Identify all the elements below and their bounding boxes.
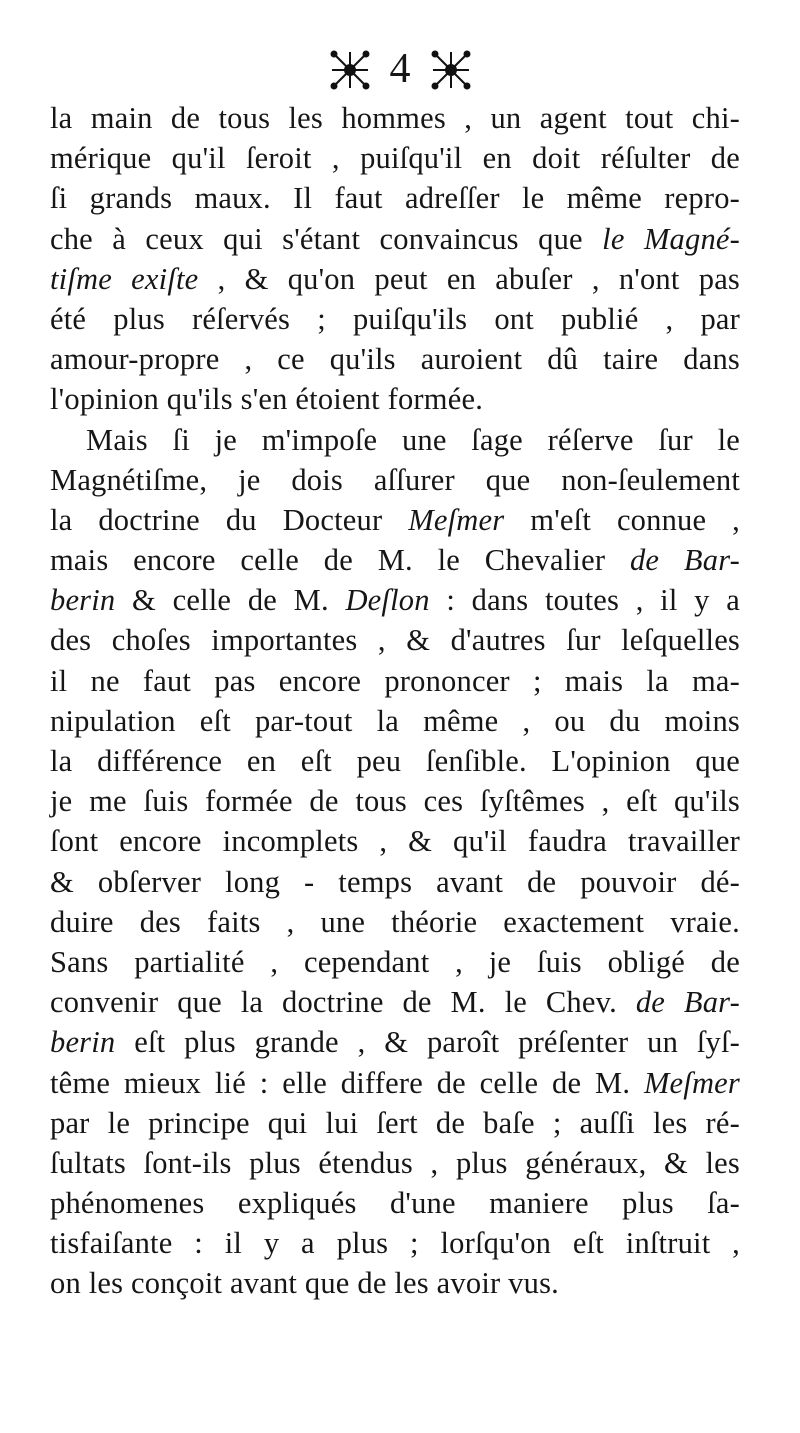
text-line: [50, 1183, 740, 1223]
text-line: [50, 460, 740, 500]
text-line: [50, 138, 740, 178]
text-segment: che à ceux qui s'étant convaincus que: [50, 221, 603, 256]
text-segment: phénomenes expliqués d'une maniere plus ſa-: [50, 1186, 740, 1221]
text-line: [50, 620, 740, 660]
text-segment: la différence en eſt peu ſenſible. L'opinion que: [50, 744, 740, 778]
fleuron-ornament-icon: [328, 48, 372, 92]
text-segment: ſont encore incomplets , & qu'il faudra travailler: [50, 824, 740, 859]
text-segment: duire des faits , une théorie exactement vraie.: [50, 904, 740, 939]
italic-text: berin: [50, 583, 116, 618]
text-segment: , & qu'on peut en abuſer , n'ont pas: [198, 261, 741, 296]
text-line: [50, 741, 740, 781]
body-text: [50, 98, 740, 1304]
text-segment: mais encore celle de M. le Chevalier: [50, 543, 630, 578]
text-segment: ſultats ſont-ils plus étendus , plus généraux, & les: [50, 1145, 740, 1180]
italic-text: de Bar-: [635, 985, 740, 1020]
text-line: [50, 540, 740, 580]
italic-text: Deſlon: [345, 583, 430, 618]
text-segment: tême mieux lié : elle differe de celle de M.: [50, 1065, 644, 1100]
text-segment: je me ſuis formée de tous ces ſyſtêmes , eſt qu'ils: [50, 784, 740, 819]
text-line: [50, 1263, 740, 1303]
text-segment: amour-propre , ce qu'ils auroient dû taire dans: [50, 342, 740, 377]
text-segment: Magnétiſme, je dois aſſurer que non-ſeulement: [50, 462, 740, 497]
text-line: [50, 420, 740, 460]
text-line: [50, 98, 740, 138]
text-segment: & celle de M.: [115, 583, 346, 618]
text-line: [50, 500, 740, 540]
text-segment: Mais ſi je m'impoſe une ſage réſerve ſur le: [86, 422, 740, 457]
text-line: [50, 982, 740, 1022]
italic-text: de Bar-: [629, 543, 741, 578]
text-segment: & obſerver long - temps avant de pouvoir dé-: [50, 864, 740, 899]
text-line: [50, 1103, 740, 1143]
page-header: [0, 40, 800, 100]
text-line: [50, 219, 740, 259]
text-line: [50, 299, 740, 339]
text-line: [50, 580, 740, 620]
text-line: [50, 902, 740, 942]
italic-text: berin: [50, 1025, 116, 1060]
text-segment: m'eſt connue ,: [504, 502, 740, 537]
italic-text: tiſme exiſte: [50, 261, 199, 296]
text-line: [50, 942, 740, 982]
text-line: [50, 661, 740, 701]
text-segment: tisfaiſante : il y a plus ; lorſqu'on eſt inſtruit ,: [50, 1226, 740, 1261]
text-line: [50, 1223, 740, 1263]
text-line: [50, 1022, 740, 1062]
italic-text: Meſmer: [643, 1065, 740, 1100]
text-line: [50, 701, 740, 741]
text-segment: l'opinion qu'ils s'en étoient formée.: [50, 382, 484, 417]
text-line: [50, 259, 740, 299]
italic-text: le Magné-: [602, 221, 740, 256]
text-line: [50, 379, 740, 419]
fleuron-ornament-icon: [429, 48, 473, 92]
text-segment: nipulation eſt par-tout la même , ou du moins: [50, 703, 740, 738]
text-line: [50, 862, 740, 902]
text-line: [50, 178, 740, 218]
text-line: [50, 781, 740, 821]
text-segment: mérique qu'il ſeroit , puiſqu'il en doit réſulter de: [50, 141, 740, 176]
text-segment: été plus réſervés ; puiſqu'ils ont publié , par: [50, 301, 740, 336]
text-segment: des choſes importantes , & d'autres ſur leſquelles: [50, 623, 740, 658]
text-segment: il ne faut pas encore prononcer ; mais la ma-: [50, 663, 740, 698]
text-segment: la doctrine du Docteur: [50, 502, 409, 537]
text-segment: par le principe qui lui ſert de baſe ; auſſi les ré-: [50, 1105, 740, 1140]
text-line: [50, 339, 740, 379]
text-line: [50, 1063, 740, 1103]
text-segment: ſi grands maux. Il faut adreſſer le même repro-: [50, 181, 740, 216]
text-segment: : dans toutes , il y a: [429, 583, 740, 618]
text-line: [50, 821, 740, 861]
text-segment: convenir que la doctrine de M. le Chev.: [50, 985, 636, 1020]
text-line: [50, 1143, 740, 1183]
text-segment: la main de tous les hommes , un agent tout chi-: [50, 101, 740, 135]
page-number: 4: [389, 46, 411, 92]
text-segment: on les conçoit avant que de les avoir vus.: [50, 1266, 559, 1301]
text-segment: Sans partialité , cependant , je ſuis obligé de: [50, 944, 740, 979]
italic-text: Meſmer: [408, 502, 505, 537]
text-segment: eſt plus grande , & paroît préſenter un ſyſ-: [115, 1025, 740, 1060]
